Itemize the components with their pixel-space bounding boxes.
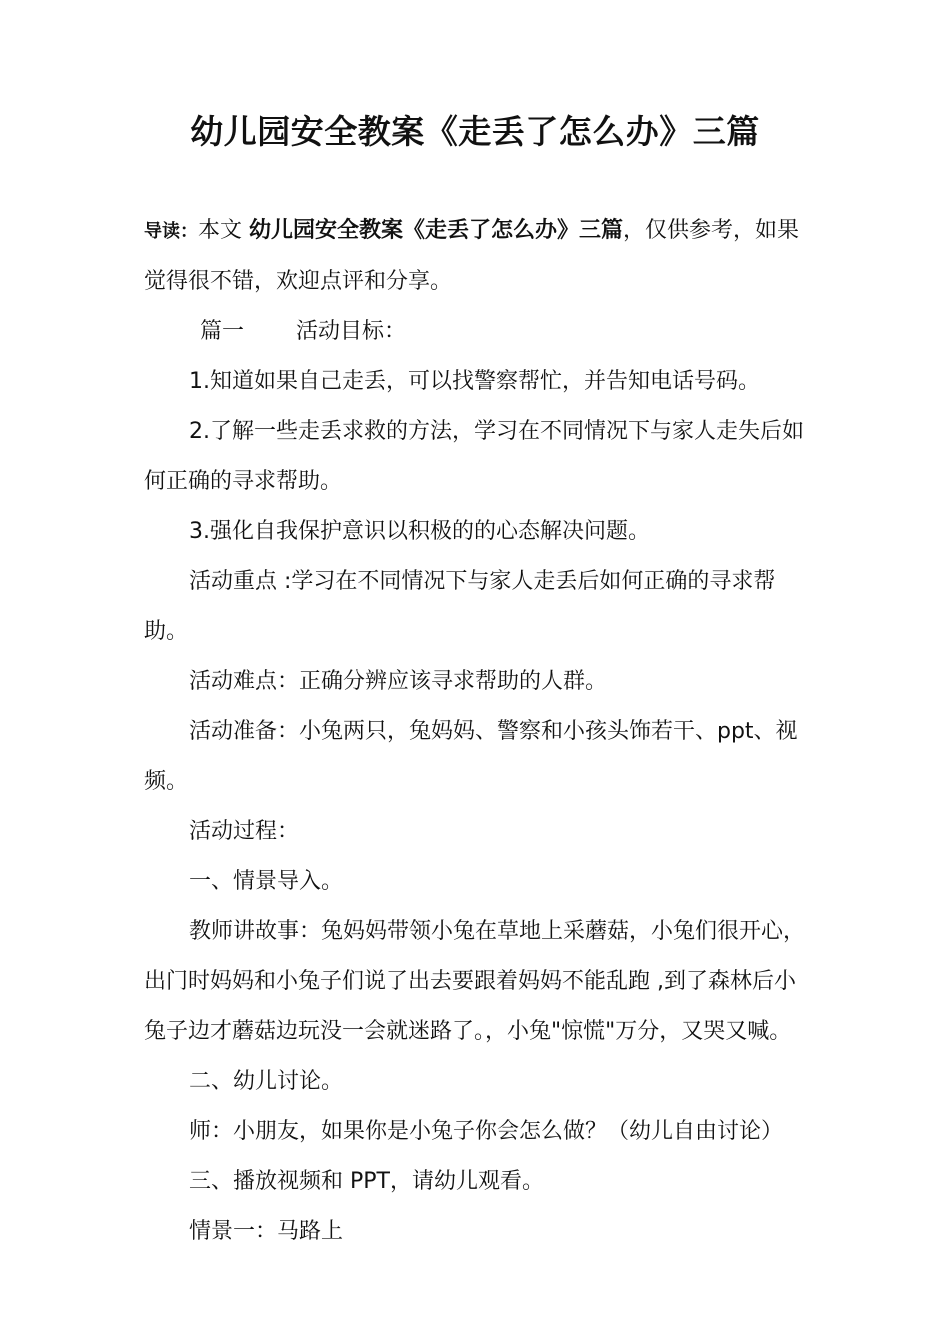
- lead-paragraph: [144, 206, 814, 307]
- document-title: 幼儿园安全教案《走丢了怎么办》三篇: [190, 112, 760, 151]
- section-heading: [144, 307, 814, 357]
- section-name: 篇一: [200, 319, 245, 344]
- paragraph: 一、情景导入。: [189, 869, 344, 894]
- lead-title: 幼儿园安全教案《走丢了怎么办》三篇: [249, 218, 624, 243]
- paragraph: 三、播放视频和 PPT，请幼儿观看。: [189, 1169, 544, 1194]
- paragraph: 活动重点 :学习在不同情况下与家人走丢后如何正确的寻求帮助。: [144, 569, 776, 644]
- lead-prefix: 本文: [198, 218, 249, 243]
- paragraph: 活动准备：小兔两只，兔妈妈、警察和小孩头饰若干、ppt、视频。: [144, 719, 798, 794]
- section-label: 活动目标：: [296, 319, 407, 344]
- paragraph: 活动过程：: [189, 819, 300, 844]
- document-body: [144, 206, 814, 1257]
- paragraph: 情景一：马路上: [189, 1219, 344, 1244]
- paragraph: 活动难点：正确分辨应该寻求帮助的人群。: [189, 669, 608, 694]
- lead-suffix: ，仅供参考，如果觉得很不错，欢迎点评和分享。: [144, 218, 800, 294]
- paragraph: 1.知道如果自己走丢，可以找警察帮忙，并告知电话号码。: [189, 369, 760, 394]
- paragraph: 师：小朋友，如果你是小兔子你会怎么做？（幼儿自由讨论）: [189, 1119, 784, 1144]
- lead-label: 导读：: [144, 221, 198, 242]
- paragraph: 二、幼儿讨论。: [189, 1069, 344, 1094]
- paragraph: 3.强化自我保护意识以积极的的心态解决问题。: [189, 519, 650, 544]
- paragraph: 2.了解一些走丢求救的方法，学习在不同情况下与家人走失后如何正确的寻求帮助。: [144, 419, 804, 494]
- paragraph: 教师讲故事：兔妈妈带领小兔在草地上采蘑菇，小兔们很开心，出门时妈妈和小兔子们说了出去要跟着妈妈不能乱跑 ,到了森林后小兔子边才蘑菇边玩没一会就迷路了。，小兔"惊慌"万分，又哭又喊。: [144, 919, 806, 1044]
